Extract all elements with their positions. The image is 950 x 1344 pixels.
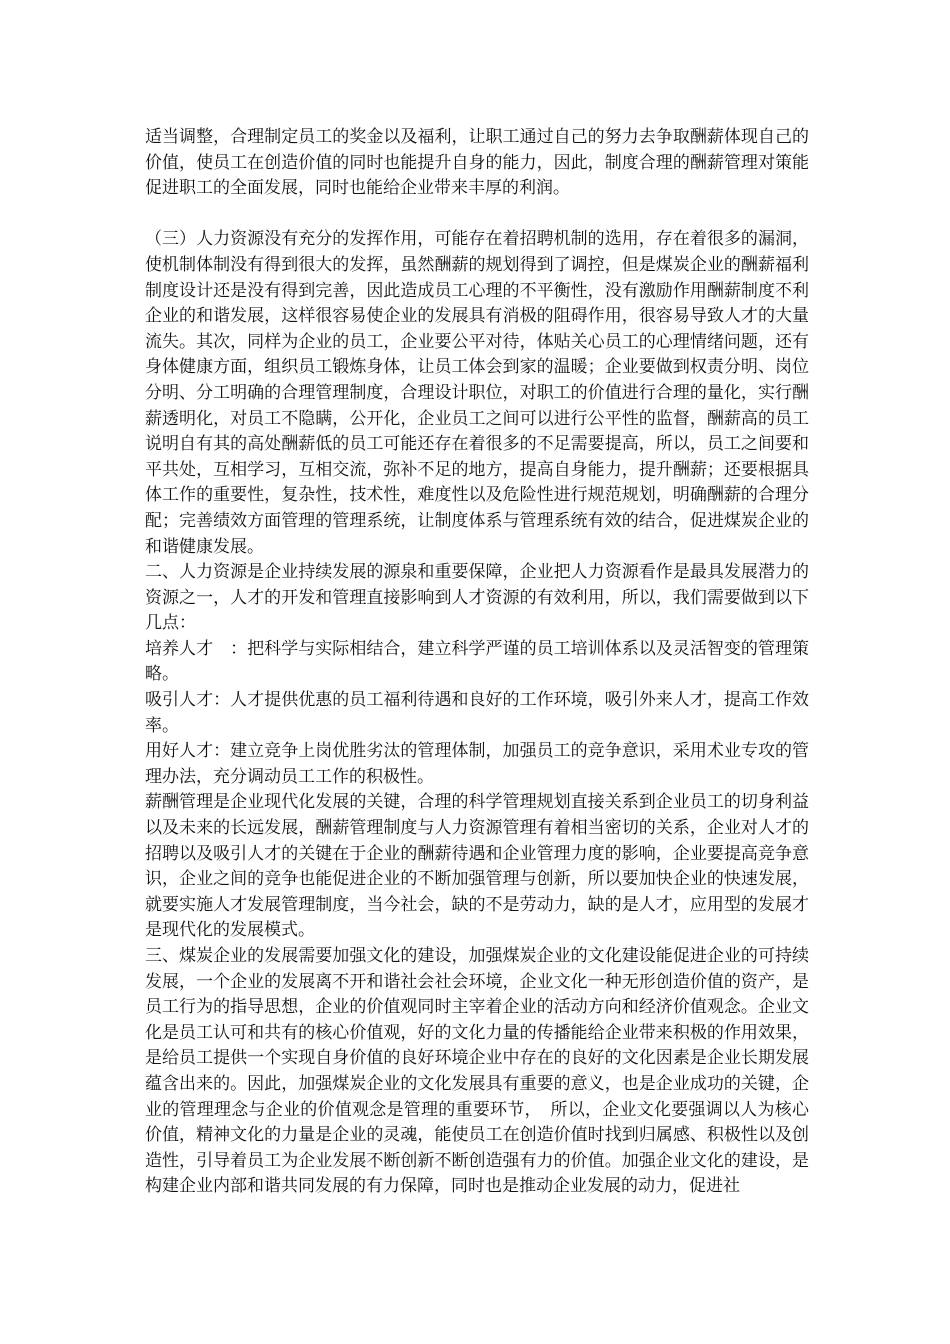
paragraph-use-talent: 用好人才：建立竞争上岗优胜劣汰的管理体制，加强员工的竞争意识，采用术业专攻的管理办法，充分调动员工工作的积极性。 <box>145 741 809 787</box>
paragraph-spacer <box>145 202 809 228</box>
paragraph-section-three-hr: （三）人力资源没有充分的发挥作用，可能存在着招聘机制的选用，存在着很多的漏洞，使机制体制没有得到很大的发挥，虽然酬薪的规划得到了调控，但是煤炭企业的酬薪福利制度设计还是没有得到完善，因此造成员工心理的不平衡性，没有激励作用酬薪制度不利企业的和谐发展，这样很容易使企业的发展具有消极的阻碍作用，很容易导致人才的大量流失。其次，同样为企业的员工，企业要公平对待，体贴关心员工的心理情绪问题，还有身体健康方面，组织员工锻炼身体，让员工体会到家的温暖；企业要做到权责分明、岗位分明、分工明确的合理管理制度，合理设计职位，对职工的价值进行合理的量化，实行酬薪透明化，对员工不隐瞒，公开化，企业员工之间可以进行公平性的监督，酬薪高的员工说明自有其的高处酬薪低的员工可能还存在着很多的不足需要提高，所以，员工之间要和平共处，互相学习，互相交流，弥补不足的地方，提高自身能力，提升酬薪；还要根据具体工作的重要性，复杂性，技术性，难度性以及危险性进行规范规划，明确酬薪的合理分配；完善绩效方面管理的管理系统，让制度体系与管理系统有效的结合，促进煤炭企业的和谐健康发展。 <box>145 229 809 557</box>
paragraph-cultivate-talent: 培养人才 ：把科学与实际相结合，建立科学严谨的员工培训体系以及灵活智变的管理策略。 <box>145 638 809 685</box>
paragraph-salary-adjustment: 适当调整，合理制定员工的奖金以及福利，让职工通过自己的努力去争取酬薪体现自己的价值，使员工在创造价值的同时也能提升自身的能力，因此，制度合理的酬薪管理对策能促进职工的全面发展，同时也能给企业带来丰厚的利润。 <box>145 127 809 199</box>
paragraph-section-three-culture: 三、煤炭企业的发展需要加强文化的建设，加强煤炭企业的文化建设能促进企业的可持续发展，一个企业的发展离不开和谐社会社会环境，企业文化一种无形创造价值的资产，是员工行为的指导思想，企业的价值观同时主宰着企业的活动方向和经济价值观念。企业文化是员工认可和共有的核心价值观，好的文化力量的传播能给企业带来积极的作用效果，是给员工提供一个实现自身价值的良好环境企业中存在的良好的文化因素是企业长期发展蕴含出来的。因此，加强煤炭企业的文化发展具有重要的意义，也是企业成功的关键，企业的管理理念与企业的价值观念是管理的重要环节， 所以，企业文化要强调以人为核心价值，精神文化的力量是企业的灵魂，能使员工在创造价值时找到归属感、积极性以及创造性，引导着员工为企业发展不断创新不断创造强有力的价值。加强企业文化的建设，是构建企业内部和谐共同发展的有力保障，同时也是推动企业发展的动力，促进社 <box>145 946 809 1197</box>
paragraph-section-two-hr-source: 二、人力资源是企业持续发展的源泉和重要保障，企业把人力资源看作是最具发展潜力的资源之一，人才的开发和管理直接影响到人才资源的有效利用，所以，我们需要做到以下几点： <box>145 562 809 634</box>
document-body <box>145 125 809 1200</box>
paragraph-salary-management: 薪酬管理是企业现代化发展的关键，合理的科学管理规划直接关系到企业员工的切身利益以及未来的长远发展，酬薪管理制度与人力资源管理有着相当密切的关系，企业对人才的招聘以及吸引人才的关键在于企业的酬薪待遇和企业管理力度的影响，企业要提高竞争意识，企业之间的竞争也能促进企业的不断加强管理与创新，所以要加快企业的快速发展，就要实施人才发展管理制度，当今社会，缺的不是劳动力，缺的是人才，应用型的发展才是现代化的发展模式。 <box>145 792 809 941</box>
paragraph-attract-talent: 吸引人才：人才提供优惠的员工福利待遇和良好的工作环境，吸引外来人才，提高工作效率。 <box>145 690 809 736</box>
